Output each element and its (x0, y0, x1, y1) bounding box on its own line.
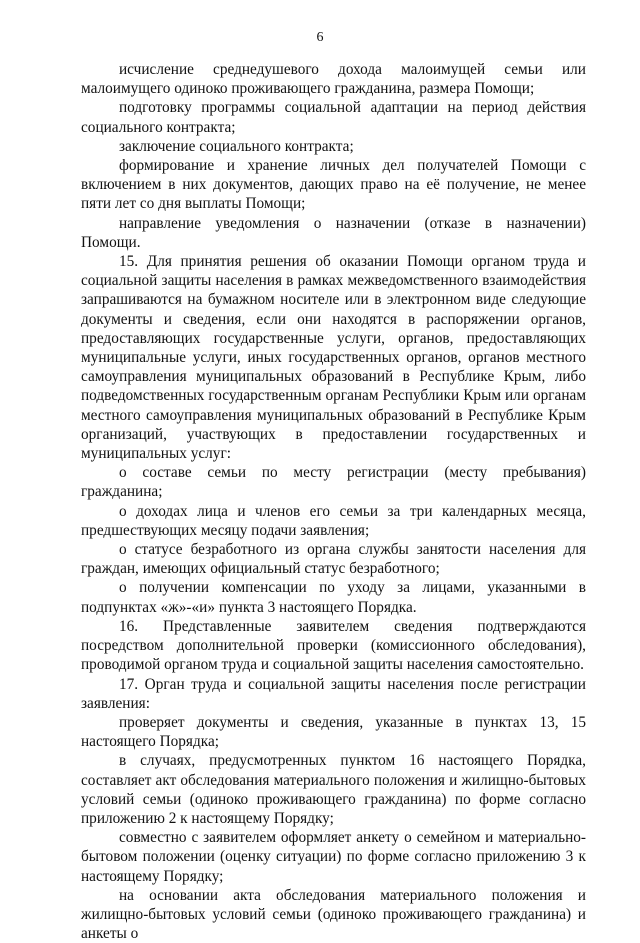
paragraph: о получении компенсации по уходу за лицами, указанными в подпунктах «ж»-«и» пункта 3 настоящего Порядка. (81, 579, 586, 616)
paragraph-15: 15. Для принятия решения об оказании Помощи органом труда и социальной защиты населения в рамках межведомственного взаимодействия запрашиваются на бумажном носителе или в электронном виде следующие документы и сведения, если они находятся в распоряжении органов, предоставляющих государственные услуги, органов, предоставляющих муниципальные услуги, иных государственных органов, органов местного самоуправления муниципальных образований в Республике Крым, либо подведомственных государственным органам Республики Крым или органам местного самоуправления муниципальных образований в Республике Крым организаций, участвующих в предоставлении государственных и муниципальных услуг: (81, 253, 586, 463)
page-number: 6 (316, 30, 324, 45)
paragraph: заключение социального контракта; (119, 137, 354, 155)
paragraph-17: 17. Орган труда и социальной защиты населения после регистрации заявления: (81, 675, 586, 712)
paragraph: о статусе безработного из органа службы занятости населения для граждан, имеющих официальный статус безработного; (81, 541, 586, 578)
paragraph: исчисление среднедушевого дохода малоимущей семьи или малоимущего одиноко проживающего гражданина, размера Помощи; (81, 61, 586, 98)
paragraph: совместно с заявителем оформляет анкету о семейном и материально-бытовом положении (оценку ситуации) по форме согласно приложению 3 к настоящему Порядку; (81, 829, 586, 885)
paragraph: подготовку программы социальной адаптации на период действия социального контракта; (81, 99, 586, 136)
document-body (81, 60, 586, 943)
paragraph: о доходах лица и членов его семьи за три календарных месяца, предшествующих месяцу подачи заявления; (81, 502, 586, 539)
paragraph: проверяет документы и сведения, указанные в пунктах 13, 15 настоящего Порядка; (81, 713, 586, 751)
paragraph: направление уведомления о назначении (отказе в назначении) Помощи. (81, 214, 586, 251)
paragraph: формирование и хранение личных дел получателей Помощи с включением в них документов, дающих право на её получение, не менее пяти лет со дня выплаты Помощи; (81, 157, 586, 213)
paragraph-16: 16. Представленные заявителем сведения подтверждаются посредством дополнительной проверки (комиссионного обследования), проводимой органом труда и социальной защиты населения самостоятельно. (81, 617, 586, 674)
paragraph: на основании акта обследования материального положения и жилищно-бытовых условий семьи (одиноко проживающего гражданина) и анкеты о (81, 886, 586, 943)
paragraph: в случаях, предусмотренных пунктом 16 настоящего Порядка, составляет акт обследования материального положения и жилищно-бытовых условий семьи (одиноко проживающего гражданина) по форме согласно приложению 2 к настоящему Порядку; (81, 752, 586, 827)
paragraph: о составе семьи по месту регистрации (месту пребывания) гражданина; (81, 464, 586, 501)
